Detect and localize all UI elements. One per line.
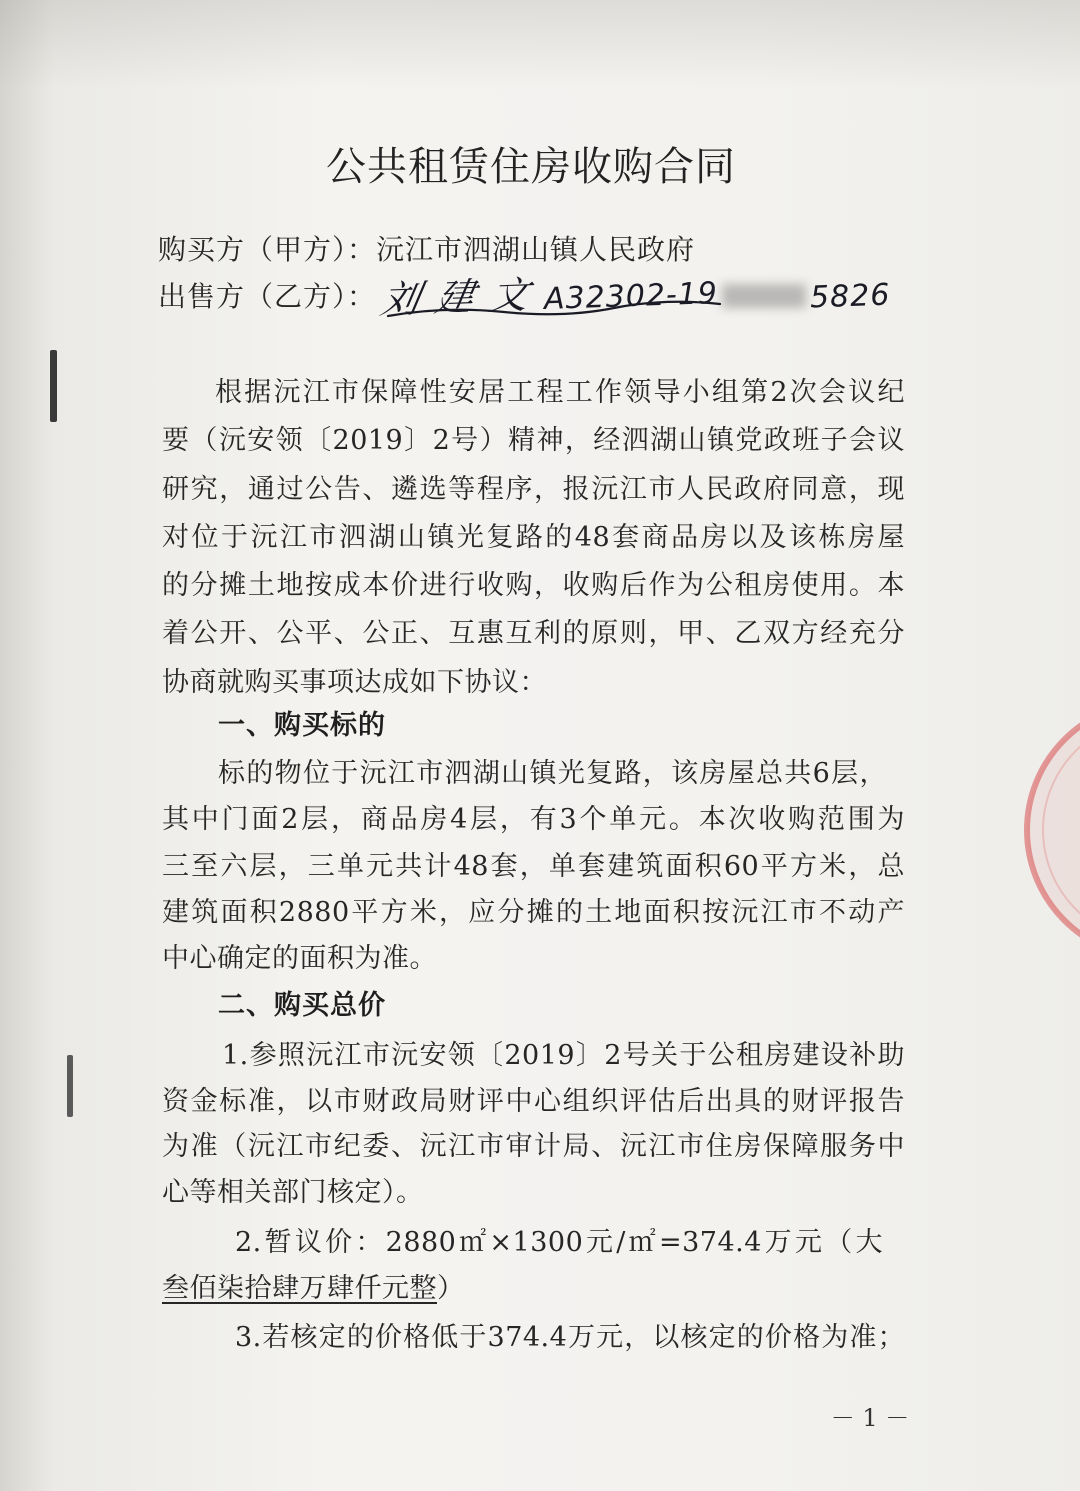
preamble-line: 着公开、公平、公正、互惠互利的原则，甲、乙双方经充分 bbox=[162, 618, 905, 650]
binding-mark bbox=[50, 350, 57, 422]
section1-line: 中心确定的面积为准。 bbox=[162, 943, 437, 975]
item3-line: 3.若核定的价格低于374.4万元，以核定的价格为准； bbox=[235, 1322, 905, 1353]
document-title: 公共租赁住房收购合同 bbox=[326, 144, 736, 190]
page-number: － 1 － bbox=[830, 1404, 910, 1432]
section1-line: 标的物位于沅江市泗湖山镇光复路，该房屋总共6层， bbox=[218, 758, 887, 789]
section1-line: 其中门面2层，商品房4层，有3个单元。本次收购范围为 bbox=[162, 804, 905, 836]
buyer-line bbox=[158, 226, 695, 274]
closing-paren: ） bbox=[437, 1273, 465, 1304]
preamble-line: 的分摊土地按成本价进行收购，收购后作为公租房使用。本 bbox=[162, 570, 905, 602]
preamble-line: 对位于沅江市泗湖山镇光复路的48套商品房以及该栋房屋 bbox=[162, 521, 905, 553]
preamble-paragraph bbox=[162, 369, 905, 707]
section1-line: 建筑面积2880平方米，应分摊的土地面积按沅江市不动产 bbox=[162, 896, 905, 928]
item2-line bbox=[162, 1266, 905, 1312]
seller-label: 出售方（乙方）： bbox=[158, 280, 377, 313]
binding-mark bbox=[67, 1055, 73, 1117]
preamble-line: 要（沅安领〔2019〕2号）精神，经泗湖山镇党政班子会议 bbox=[162, 425, 905, 457]
seller-signature: 刘建文 bbox=[377, 272, 549, 322]
section2-item-2 bbox=[162, 1220, 905, 1312]
amount-in-words: 叁佰柒拾肆万肆仟元整 bbox=[162, 1273, 437, 1304]
item1-line: 为准（沅江市纪委、沅江市审计局、沅江市住房保障服务中 bbox=[162, 1131, 905, 1162]
redacted-blur bbox=[722, 284, 806, 308]
seller-id-end: 5826 bbox=[809, 277, 891, 316]
item1-line: 资金标准，以市财政局财评中心组织评估后出具的财评报告 bbox=[162, 1085, 905, 1117]
preamble-line: 协商就购买事项达成如下协议： bbox=[162, 666, 547, 698]
buyer-label: 购买方（甲方）： bbox=[158, 233, 377, 266]
item1-line: 心等相关部门核定）。 bbox=[162, 1176, 424, 1208]
section2-item-1 bbox=[162, 1033, 905, 1215]
section1-heading: 一、购买标的 bbox=[218, 710, 386, 741]
seller-id-start: A32302-19 bbox=[543, 275, 719, 318]
section2-heading: 二、购买总价 bbox=[218, 990, 386, 1021]
buyer-name: 沅江市泗湖山镇人民政府 bbox=[376, 233, 696, 266]
preamble-line: 根据沅江市保障性安居工程工作领导小组第2次会议纪 bbox=[215, 377, 905, 408]
signature-stroke bbox=[384, 296, 724, 326]
red-seal-stamp bbox=[1005, 700, 1080, 960]
item1-line: 1.参照沅江市沅安领〔2019〕2号关于公租房建设补助 bbox=[222, 1040, 905, 1071]
section1-paragraph bbox=[162, 751, 905, 982]
section1-line: 三至六层，三单元共计48套，单套建筑面积60平方米，总 bbox=[162, 850, 905, 882]
section2-item-3 bbox=[162, 1315, 905, 1361]
preamble-line: 研究，通过公告、遴选等程序，报沅江市人民政府同意，现 bbox=[162, 473, 905, 505]
item2-line: 2.暂议价：2880㎡×1300元/㎡=374.4万元（大 bbox=[235, 1227, 883, 1258]
